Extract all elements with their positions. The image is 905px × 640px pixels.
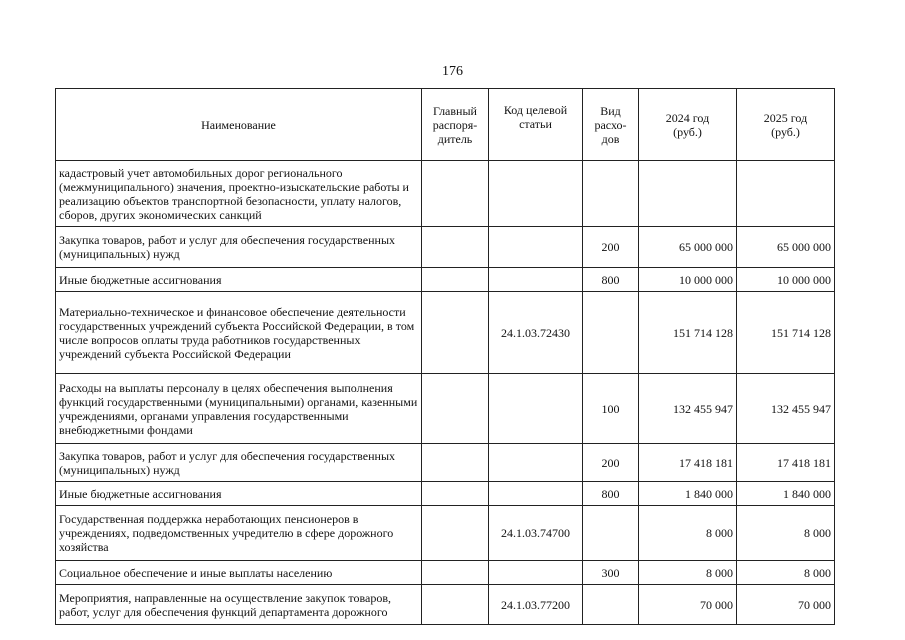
row-2025: 10 000 000 [737,268,835,292]
row-type: 300 [583,561,639,585]
table-row [56,585,835,625]
row-admin [422,227,489,268]
row-code [489,444,583,482]
table-row [56,561,835,585]
table-row [56,482,835,506]
header-admin-line1: Главный [433,103,477,118]
row-code [489,227,583,268]
row-admin [422,444,489,482]
row-admin [422,161,489,227]
table-row [56,161,835,227]
header-type-line2: расхо- [594,117,627,132]
row-2024: 8 000 [639,506,737,561]
header-2025-line1: 2025 год [763,110,808,125]
table-row [56,268,835,292]
row-name: Расходы на выплаты персоналу в целях обеспечения выполнения функций государственными (муниципальными) органами, казенными учреждениями, органами управления государственными внебюджетными фондами [56,374,422,444]
row-admin [422,561,489,585]
row-2024: 17 418 181 [639,444,737,482]
header-name-label: Наименование [201,117,276,132]
row-type [583,585,639,625]
row-name: Закупка товаров, работ и услуг для обеспечения государственных (муниципальных) нужд [56,227,422,268]
header-admin-line2: распоря- [432,117,478,132]
row-2024: 1 840 000 [639,482,737,506]
header-type-line1: Вид [600,103,621,118]
row-code: 24.1.03.72430 [489,292,583,374]
table-row [56,227,835,268]
row-admin [422,482,489,506]
row-name: Материально-техническое и финансовое обеспечение деятельности государственных учреждений субъекта Российской Федерации, в том числе вопросов оплаты труда работников государственных учреждений субъекта Российской Федерации [56,292,422,374]
header-type-line3: дов [601,131,620,146]
table-row [56,444,835,482]
row-code [489,374,583,444]
row-2024 [639,161,737,227]
row-2025: 65 000 000 [737,227,835,268]
row-2025: 151 714 128 [737,292,835,374]
row-name: кадастровый учет автомобильных дорог регионального (межмуниципального) значения, проектно-изыскательские работы и реализацию объектов транспортной безопасности, уплату налогов, сборов, других экономических санкций [56,161,422,227]
header-code-line2: статьи [519,117,552,131]
row-code: 24.1.03.74700 [489,506,583,561]
row-2025: 70 000 [737,585,835,625]
row-2024: 10 000 000 [639,268,737,292]
row-2024: 8 000 [639,561,737,585]
row-2025 [737,161,835,227]
header-admin [422,89,489,161]
row-2024: 151 714 128 [639,292,737,374]
row-type: 100 [583,374,639,444]
table-row [56,292,835,374]
header-name [56,89,422,161]
row-name: Мероприятия, направленные на осуществление закупок товаров, работ, услуг для обеспечения функций департамента дорожного [56,585,422,625]
header-2024-line1: 2024 год [665,110,710,125]
row-name: Государственная поддержка неработающих пенсионеров в учреждениях, подведомственных учредителю в сфере дорожного хозяйства [56,506,422,561]
row-name: Закупка товаров, работ и услуг для обеспечения государственных (муниципальных) нужд [56,444,422,482]
row-type: 200 [583,227,639,268]
row-admin [422,268,489,292]
row-type [583,506,639,561]
budget-table [55,88,835,625]
header-admin-line3: дитель [437,131,473,146]
row-admin [422,506,489,561]
page-number: 176 [442,64,463,79]
row-code [489,482,583,506]
row-code [489,561,583,585]
row-admin [422,585,489,625]
header-2025 [737,89,835,161]
table-header-row [56,89,835,161]
row-type: 200 [583,444,639,482]
header-type [583,89,639,161]
header-2024-line2: (руб.) [673,124,702,139]
row-2025: 8 000 [737,506,835,561]
row-type: 800 [583,482,639,506]
header-code [489,89,583,161]
row-name: Социальное обеспечение и иные выплаты населению [56,561,422,585]
row-code [489,268,583,292]
row-type [583,161,639,227]
row-2024: 65 000 000 [639,227,737,268]
row-type: 800 [583,268,639,292]
table-row [56,506,835,561]
row-2025: 1 840 000 [737,482,835,506]
row-code: 24.1.03.77200 [489,585,583,625]
header-2025-line2: (руб.) [771,124,800,139]
row-name: Иные бюджетные ассигнования [56,268,422,292]
row-code [489,161,583,227]
row-2024: 70 000 [639,585,737,625]
row-type [583,292,639,374]
table-row [56,374,835,444]
header-code-line1: Код целевой [503,103,568,117]
row-2025: 132 455 947 [737,374,835,444]
row-name: Иные бюджетные ассигнования [56,482,422,506]
row-2025: 17 418 181 [737,444,835,482]
row-2024: 132 455 947 [639,374,737,444]
header-2024 [639,89,737,161]
row-admin [422,374,489,444]
row-admin [422,292,489,374]
row-2025: 8 000 [737,561,835,585]
